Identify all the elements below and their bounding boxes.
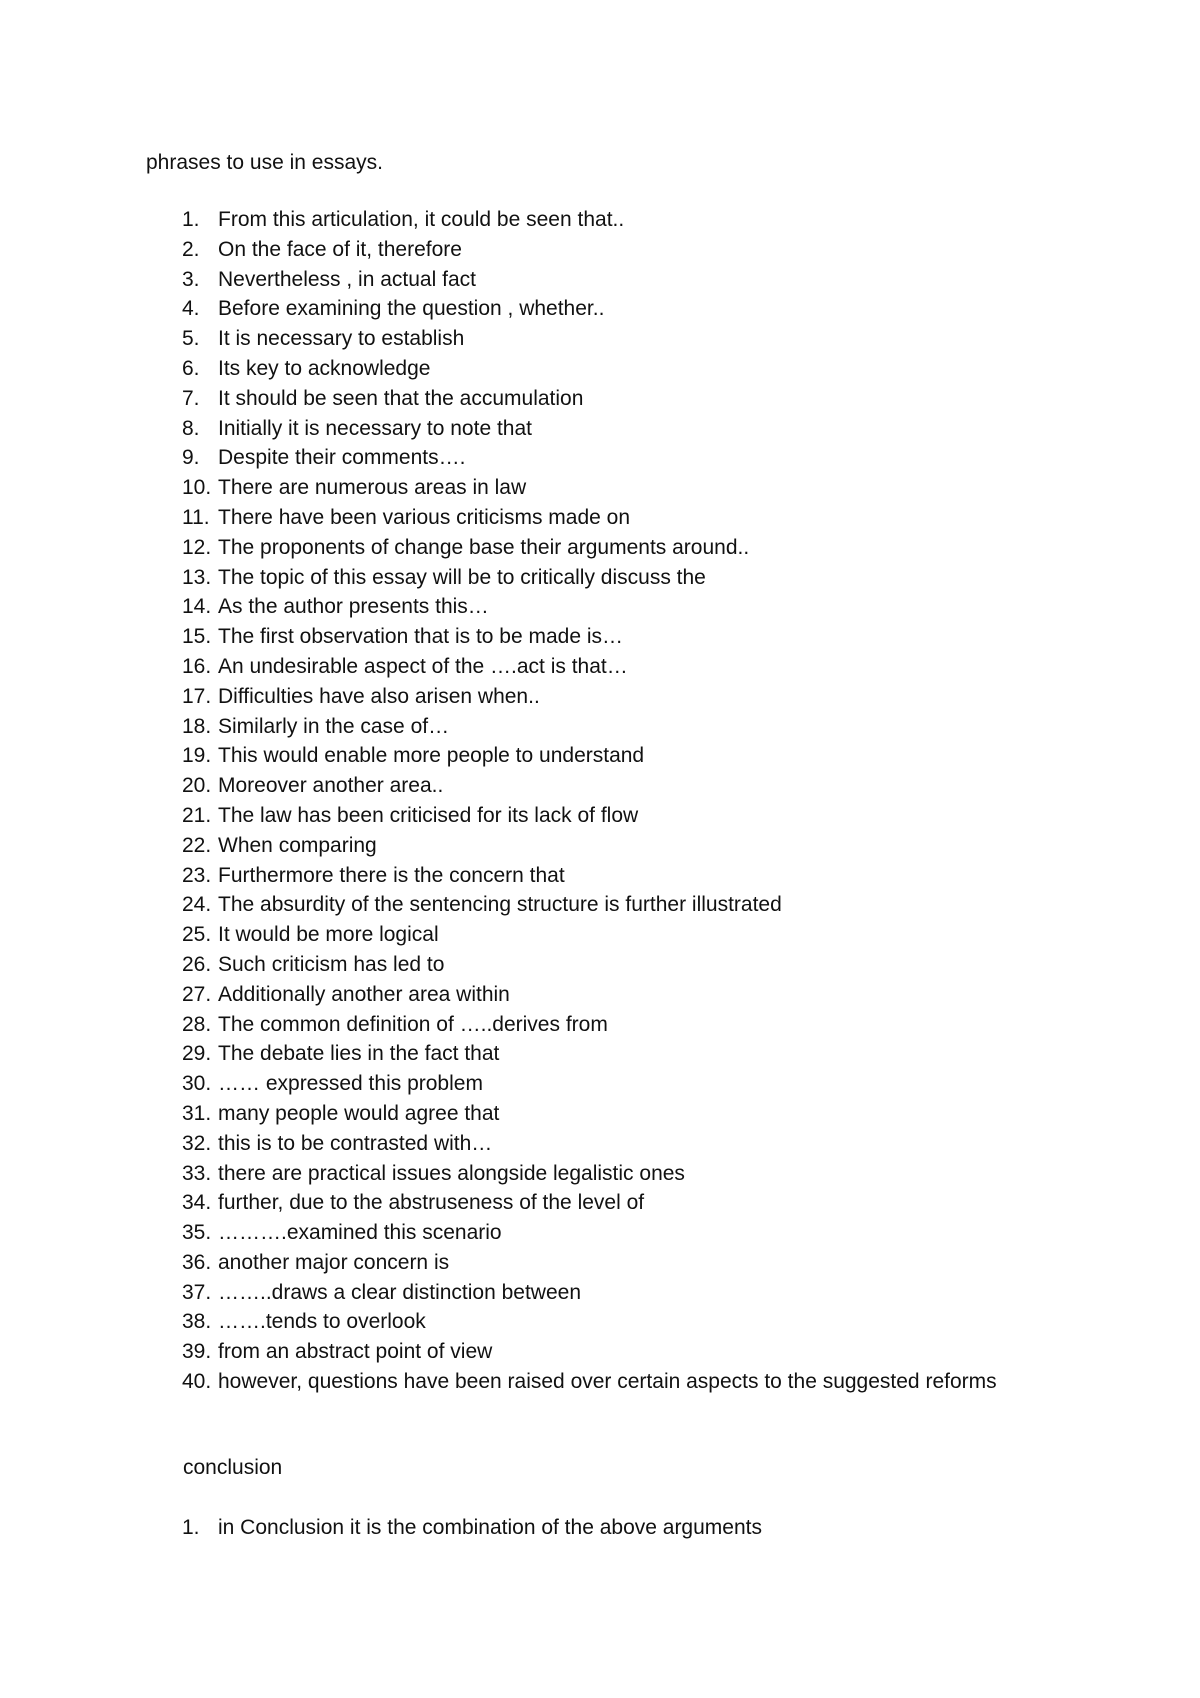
phrase-item [182, 443, 997, 473]
list-number: 5. [182, 327, 200, 351]
phrase-item [182, 861, 997, 891]
list-number: 25. [182, 923, 212, 947]
phrase-item [182, 1307, 997, 1337]
phrase-item [182, 1248, 997, 1278]
list-number: 33. [182, 1161, 212, 1185]
list-text: in Conclusion it is the combination of the above arguments [218, 1516, 762, 1539]
list-number: 40. [182, 1370, 212, 1394]
list-number: 32. [182, 1131, 212, 1155]
list-number: 35. [182, 1221, 212, 1245]
list-text: As the author presents this… [218, 595, 489, 619]
phrase-item [182, 890, 997, 920]
list-text: The topic of this essay will be to critically discuss the [218, 565, 706, 589]
phrase-item [182, 622, 997, 652]
phrase-item [182, 563, 997, 593]
phrase-item [182, 1129, 997, 1159]
list-text: Such criticism has led to [218, 952, 445, 976]
phrase-item [182, 950, 997, 980]
list-text: The debate lies in the fact that [218, 1042, 500, 1066]
list-text: Despite their comments…. [218, 446, 466, 470]
list-number: 7. [182, 386, 200, 410]
list-number: 11. [182, 505, 210, 529]
phrase-item [182, 1039, 997, 1069]
list-text: It would be more logical [218, 923, 439, 947]
list-number: 24. [182, 893, 212, 917]
list-number: 39. [182, 1340, 212, 1364]
list-number: 31. [182, 1101, 212, 1125]
list-text: Initially it is necessary to note that [218, 416, 532, 440]
phrase-item [182, 235, 997, 265]
list-text: however, questions have been raised over certain aspects to the suggested reforms [218, 1370, 997, 1394]
list-text: From this articulation, it could be seen that.. [218, 208, 625, 231]
conclusion-item [182, 1513, 762, 1543]
list-text: The absurdity of the sentencing structure is further illustrated [218, 893, 782, 917]
phrase-item [182, 414, 997, 444]
list-text: Additionally another area within [218, 982, 510, 1006]
phrase-item [182, 682, 997, 712]
phrase-item [182, 1337, 997, 1367]
phrase-item [182, 473, 997, 503]
list-text: Furthermore there is the concern that [218, 863, 565, 887]
phrase-item [182, 1278, 997, 1308]
list-text: There have been various criticisms made on [218, 505, 631, 529]
phrase-item [182, 1069, 997, 1099]
phrase-item [182, 1218, 997, 1248]
list-text: further, due to the abstruseness of the level of [218, 1191, 645, 1215]
phrase-list [182, 205, 997, 1397]
phrase-item [182, 920, 997, 950]
phrase-item [182, 741, 997, 771]
phrase-item [182, 354, 997, 384]
conclusion-heading: conclusion [183, 1456, 283, 1479]
list-text: The proponents of change base their arguments around.. [218, 535, 750, 559]
list-text: ……….examined this scenario [218, 1221, 502, 1245]
list-number: 1. [182, 1516, 200, 1539]
list-number: 34. [182, 1191, 212, 1215]
list-number: 19. [182, 744, 212, 768]
list-number: 9. [182, 446, 200, 470]
phrase-item [182, 652, 997, 682]
list-number: 21. [182, 803, 212, 827]
list-text: The first observation that is to be made is… [218, 625, 624, 649]
list-number: 2. [182, 237, 200, 261]
list-text: On the face of it, therefore [218, 237, 462, 261]
phrase-item [182, 801, 997, 831]
list-number: 26. [182, 952, 212, 976]
conclusion-list [182, 1513, 762, 1543]
list-number: 8. [182, 416, 200, 440]
list-text: It is necessary to establish [218, 327, 465, 351]
list-number: 27. [182, 982, 212, 1006]
list-text: there are practical issues alongside legalistic ones [218, 1161, 685, 1185]
list-text: Nevertheless , in actual fact [218, 267, 476, 291]
phrase-item [182, 1188, 997, 1218]
phrase-item [182, 205, 997, 235]
list-number: 20. [182, 774, 212, 798]
phrase-item [182, 592, 997, 622]
list-number: 13. [182, 565, 212, 589]
list-text: It should be seen that the accumulation [218, 386, 584, 410]
list-text: another major concern is [218, 1250, 450, 1274]
phrase-item [182, 1010, 997, 1040]
list-text: this is to be contrasted with… [218, 1131, 493, 1155]
list-number: 23. [182, 863, 212, 887]
list-text: This would enable more people to understand [218, 744, 645, 768]
page-title: phrases to use in essays. [146, 151, 383, 174]
list-text: An undesirable aspect of the ….act is that… [218, 654, 628, 678]
list-number: 29. [182, 1042, 212, 1066]
list-text: Its key to acknowledge [218, 356, 431, 380]
list-text: When comparing [218, 833, 377, 857]
list-number: 4. [182, 297, 200, 321]
phrase-item [182, 384, 997, 414]
list-text: …….tends to overlook [218, 1310, 426, 1334]
list-number: 16. [182, 654, 212, 678]
list-number: 12. [182, 535, 212, 559]
phrase-item [182, 980, 997, 1010]
list-number: 28. [182, 1012, 212, 1036]
list-text: Similarly in the case of… [218, 714, 450, 738]
phrase-item [182, 265, 997, 295]
list-number: 36. [182, 1250, 212, 1274]
phrase-item [182, 831, 997, 861]
list-number: 30. [182, 1072, 212, 1096]
list-number: 17. [182, 684, 212, 708]
phrase-item [182, 1159, 997, 1189]
phrase-item [182, 1367, 997, 1397]
list-number: 10. [182, 476, 212, 500]
list-text: …… expressed this problem [218, 1072, 483, 1096]
list-text: There are numerous areas in law [218, 476, 527, 500]
list-number: 6. [182, 356, 200, 380]
list-text: many people would agree that [218, 1101, 500, 1125]
phrase-item [182, 324, 997, 354]
list-number: 22. [182, 833, 212, 857]
phrase-item [182, 294, 997, 324]
list-text: Before examining the question , whether.. [218, 297, 605, 321]
phrase-item [182, 533, 997, 563]
list-text: Moreover another area.. [218, 774, 444, 798]
phrase-item [182, 712, 997, 742]
list-number: 1. [182, 208, 200, 231]
list-text: The law has been criticised for its lack of flow [218, 803, 639, 827]
list-number: 37. [182, 1280, 212, 1304]
phrase-item [182, 503, 997, 533]
list-text: ……..draws a clear distinction between [218, 1280, 581, 1304]
list-number: 38. [182, 1310, 212, 1334]
list-text: The common definition of …..derives from [218, 1012, 608, 1036]
list-number: 14. [182, 595, 212, 619]
list-number: 15. [182, 625, 212, 649]
list-text: Difficulties have also arisen when.. [218, 684, 540, 708]
list-number: 3. [182, 267, 200, 291]
list-text: from an abstract point of view [218, 1340, 493, 1364]
list-number: 18. [182, 714, 212, 738]
phrase-item [182, 1099, 997, 1129]
phrase-item [182, 771, 997, 801]
